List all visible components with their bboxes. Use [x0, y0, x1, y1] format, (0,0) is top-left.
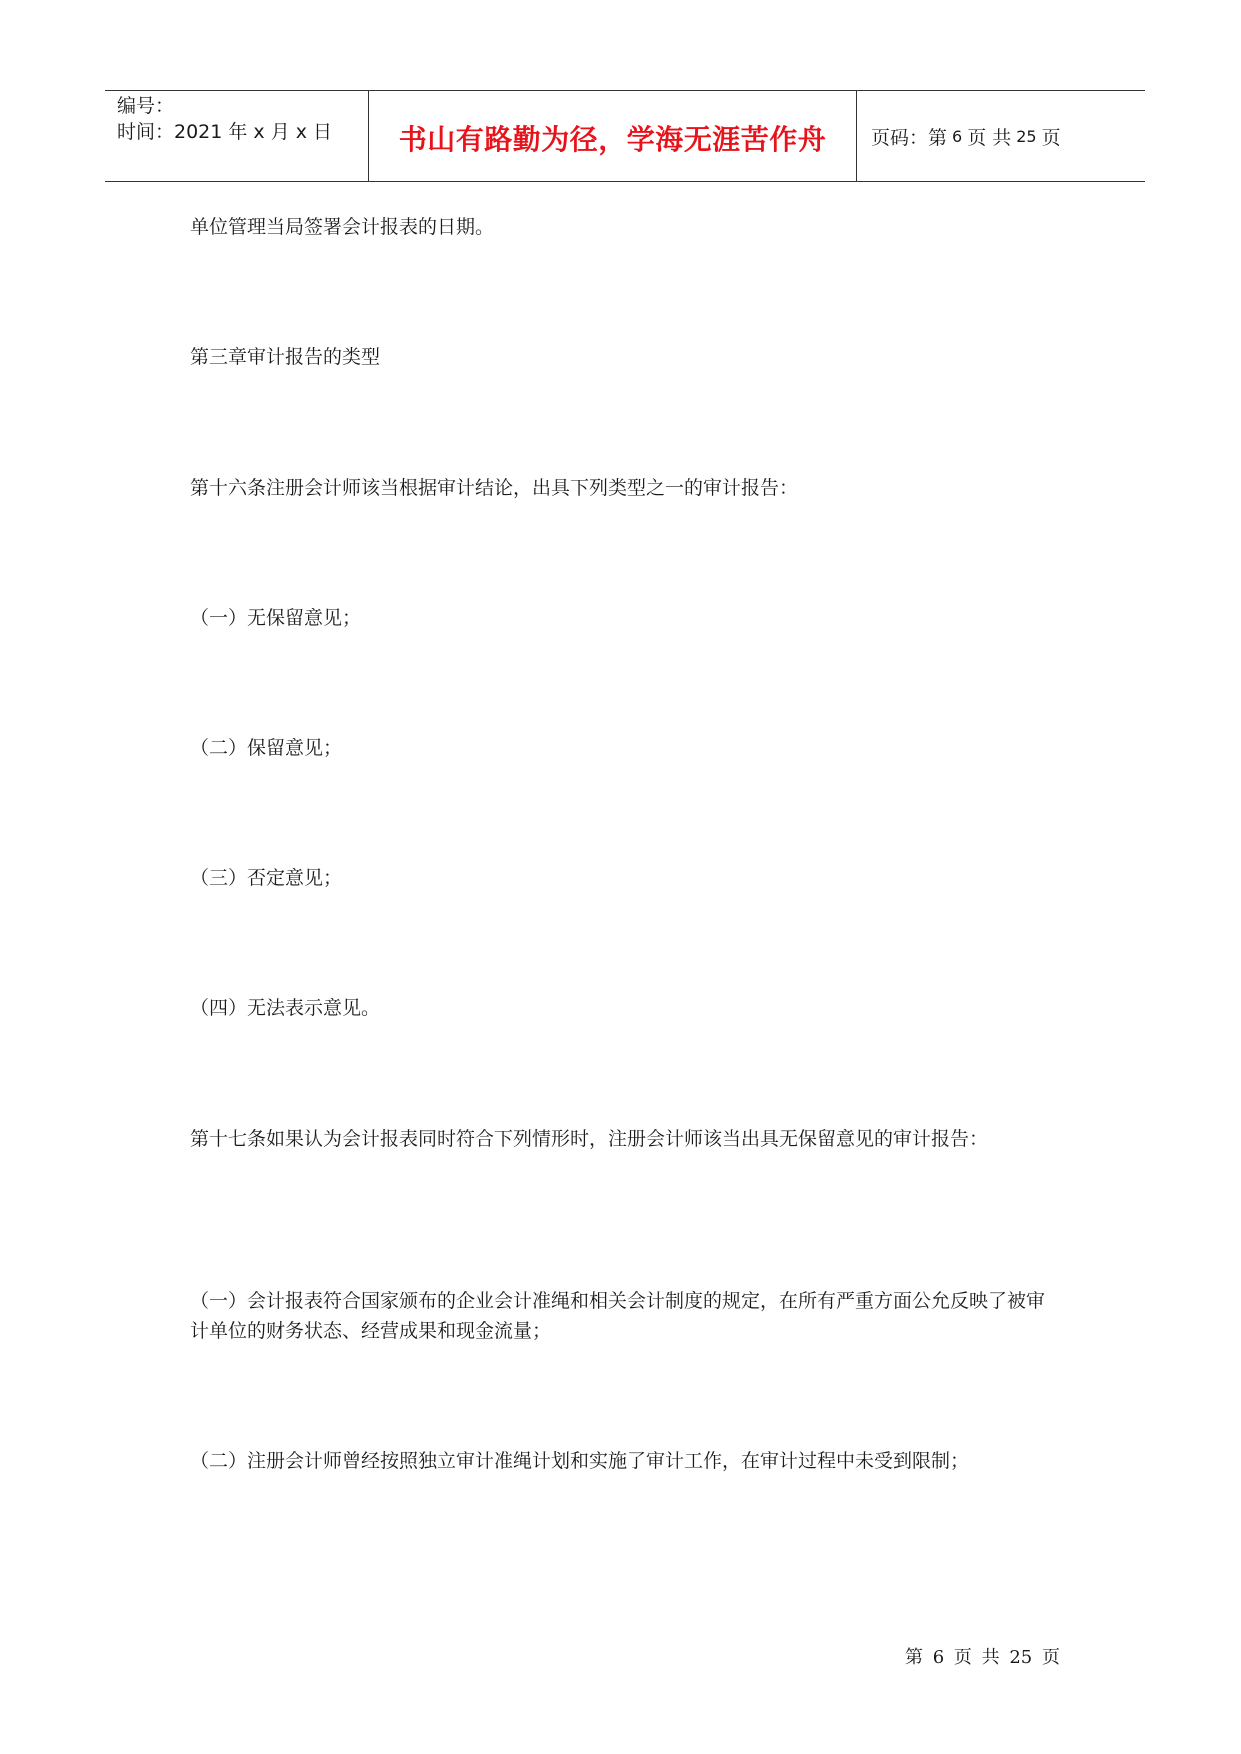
condition-1: （一）会计报表符合国家颁布的企业会计准绳和相关会计制度的规定，在所有严重方面公允反映了被审计单位的财务状态、经营成果和现金流量；	[190, 1290, 1046, 1342]
chapter-heading: 第三章审计报告的类型	[190, 346, 381, 368]
condition-2: （二）注册会计师曾经按照独立审计准绳计划和实施了审计工作，在审计过程中未受到限制；	[190, 1450, 970, 1472]
page-total: 25	[1016, 126, 1037, 146]
page-header	[105, 90, 1145, 182]
list-item-2: （二）保留意见；	[190, 737, 343, 759]
page-prefix: 页码：第	[871, 126, 948, 149]
header-motto: 书山有路勤为径，学海无涯苦作舟	[369, 91, 857, 181]
page-suffix: 页	[1041, 126, 1061, 149]
header-page-info	[857, 91, 1145, 181]
article-17: 第十七条如果认为会计报表同时符合下列情形时，注册会计师该当出具无保留意见的审计报告：	[190, 1128, 989, 1150]
document-date: 时间：2021 年 x 月 x 日	[117, 121, 333, 143]
list-item-4: （四）无法表示意见。	[190, 997, 381, 1019]
header-meta	[105, 91, 369, 181]
page-mid: 页 共	[967, 126, 1012, 149]
paragraph-signing-date: 单位管理当局签署会计报表的日期。	[190, 216, 495, 238]
document-number-label: 编号：	[117, 95, 175, 117]
article-16: 第十六条注册会计师该当根据审计结论，出具下列类型之一的审计报告：	[190, 477, 799, 499]
page-footer: 第 6 页 共 25 页	[905, 1647, 1060, 1668]
list-item-1: （一）无保留意见；	[190, 607, 362, 629]
page-current: 6	[952, 126, 963, 146]
list-item-3: （三）否定意见；	[190, 867, 343, 889]
